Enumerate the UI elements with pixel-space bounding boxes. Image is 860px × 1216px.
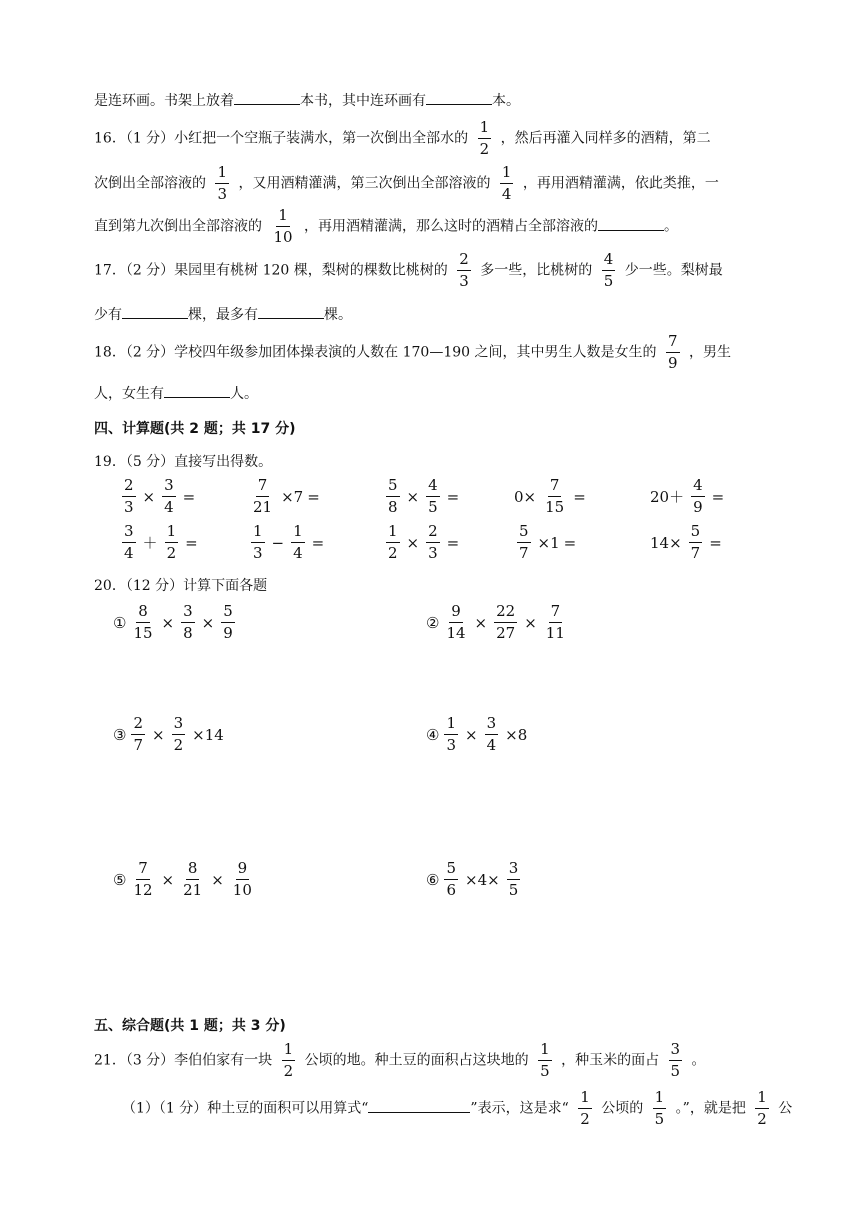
calc-item: $\frac{2}{3}$ × $\frac{3}{4}$ = <box>124 476 196 516</box>
q17-text: 棵，最多有 <box>188 307 258 323</box>
q19-title: 19．（5 分）直接写出得数。 <box>94 454 273 470</box>
q21-text: 。 <box>691 1052 706 1069</box>
q17-text: 多一些，比桃树的 <box>480 262 593 279</box>
fraction: $\frac{2}{3}$ <box>459 250 469 290</box>
answer-blank[interactable] <box>368 1098 470 1113</box>
q21-text: ，种玉米的面占 <box>561 1052 660 1069</box>
problem-4: ④ $\frac{1}{3}$ × $\frac{3}{4}$ ×8 <box>426 714 528 754</box>
calc-item: 20＋ $\frac{4}{9}$ = <box>650 476 725 516</box>
answer-blank[interactable] <box>426 90 492 105</box>
q16-text: 次倒出全部溶液的 <box>94 175 206 192</box>
calc-item: $\frac{5}{8}$ × $\frac{4}{5}$ = <box>388 476 460 516</box>
q18-text: 人。 <box>230 386 258 402</box>
q15-text: 是连环画。书架上放着 <box>94 93 234 109</box>
q16-text: 16．（1 分）小红把一个空瓶子装满水，第一次倒出全部水的 <box>94 130 469 147</box>
q21-text: ”表示，这是求“ <box>470 1100 569 1117</box>
fraction: $\frac{1}{5}$ <box>540 1040 550 1080</box>
q21-subquestion-1 <box>122 1090 792 1127</box>
q21-text: 21．（3 分）李伯伯家有一块 <box>94 1052 273 1069</box>
q21-text: 公顷的地。种土豆的面积占这块地的 <box>304 1052 529 1069</box>
calc-item: $\frac{1}{3}$ − $\frac{1}{4}$ = <box>253 522 325 562</box>
fraction: $\frac{1}{2}$ <box>283 1040 294 1080</box>
q17-line-1 <box>94 252 723 289</box>
problem-6: ⑥ $\frac{5}{6}$ ×4× $\frac{3}{5}$ <box>426 859 519 899</box>
q16-text: ，再用酒精灌满，依此类推，一 <box>522 175 719 192</box>
problem-5: ⑤ $\frac{7}{12}$ × $\frac{8}{21}$ × $\frac{9}{10}$ <box>113 859 252 899</box>
calc-item: $\frac{7}{21}$ ×7 = <box>253 476 320 516</box>
fraction: $\frac{4}{5}$ <box>603 250 614 290</box>
q15-text: 本书，其中连环画有 <box>300 93 426 109</box>
q18-text: 18．（2 分）学校四年级参加团体操表演的人数在 170—190 之间，其中男生人数是女生的 <box>94 344 657 361</box>
q17-text: 少一些。梨树最 <box>624 262 723 279</box>
answer-blank[interactable] <box>258 304 324 319</box>
section-heading: 四、计算题(共 2 题；共 17 分) <box>94 421 296 437</box>
q15-line <box>94 90 520 110</box>
q17-text: 少有 <box>94 307 122 323</box>
calc-item: 0× $\frac{7}{15}$ = <box>514 476 586 516</box>
q16-text: ，然后再灌入同样多的酒精，第二 <box>500 130 711 147</box>
calc-item: $\frac{3}{4}$ ＋ $\frac{1}{2}$ = <box>124 522 198 562</box>
q18-line-2 <box>94 383 258 403</box>
calc-item: $\frac{1}{2}$ × $\frac{2}{3}$ = <box>388 522 460 562</box>
problem-2: ② $\frac{9}{14}$ × $\frac{22}{27}$ × $\frac{7}{11}$ <box>426 602 565 642</box>
fraction: $\frac{1}{10}$ <box>273 206 293 246</box>
fraction: $\frac{1}{2}$ <box>479 118 490 158</box>
fraction: $\frac{1}{5}$ <box>654 1088 665 1128</box>
answer-blank[interactable] <box>234 90 300 105</box>
q16-text: 直到第九次倒出全部溶液的 <box>94 218 262 235</box>
problem-1: ① $\frac{8}{15}$ × $\frac{3}{8}$ × $\frac{5}{9}$ <box>113 602 233 642</box>
q16-text: ，再用酒精灌满，那么这时的酒精占全部溶液的 <box>304 218 598 235</box>
q18-text: ，男生 <box>688 344 731 361</box>
answer-blank[interactable] <box>598 216 664 231</box>
answer-blank[interactable] <box>122 304 188 319</box>
q16-text: 。 <box>664 218 678 235</box>
q16-text: ，又用酒精灌满，第三次倒出全部溶液的 <box>238 175 491 192</box>
problem-3: ③ $\frac{2}{7}$ × $\frac{3}{2}$ ×14 <box>113 714 224 754</box>
q16-line-1 <box>94 120 711 157</box>
section-heading: 五、综合题(共 1 题；共 3 分) <box>94 1018 286 1034</box>
q18-line-1 <box>94 334 731 371</box>
q16-line-2 <box>94 165 719 202</box>
fraction: $\frac{1}{2}$ <box>580 1088 590 1128</box>
q21-line-1 <box>94 1042 706 1079</box>
fraction: $\frac{1}{4}$ <box>501 163 512 203</box>
q21-text: 公顷的 <box>601 1100 644 1117</box>
q21-text: 。”，就是把 <box>675 1100 746 1117</box>
q21-text: 公 <box>778 1100 793 1117</box>
fraction: $\frac{1}{3}$ <box>217 163 227 203</box>
q18-text: 人，女生有 <box>94 386 164 402</box>
q17-line-2 <box>94 304 352 324</box>
q20-title: 20．（12 分）计算下面各题 <box>94 578 268 594</box>
calc-item: $\frac{5}{7}$ ×1 = <box>519 522 577 562</box>
q17-text: 17．（2 分）果园里有桃树 120 棵，梨树的棵数比桃树的 <box>94 262 448 279</box>
q21-text: （1）（1 分）种土豆的面积可以用算式“ <box>122 1100 369 1117</box>
fraction: $\frac{3}{5}$ <box>670 1040 681 1080</box>
fraction: $\frac{7}{9}$ <box>667 332 678 372</box>
fraction: $\frac{1}{2}$ <box>757 1088 767 1128</box>
q17-text: 棵。 <box>324 307 352 323</box>
q16-line-3 <box>94 208 678 245</box>
calc-item: 14× $\frac{5}{7}$ = <box>650 522 722 562</box>
answer-blank[interactable] <box>164 383 230 398</box>
q15-text: 本。 <box>492 93 520 109</box>
